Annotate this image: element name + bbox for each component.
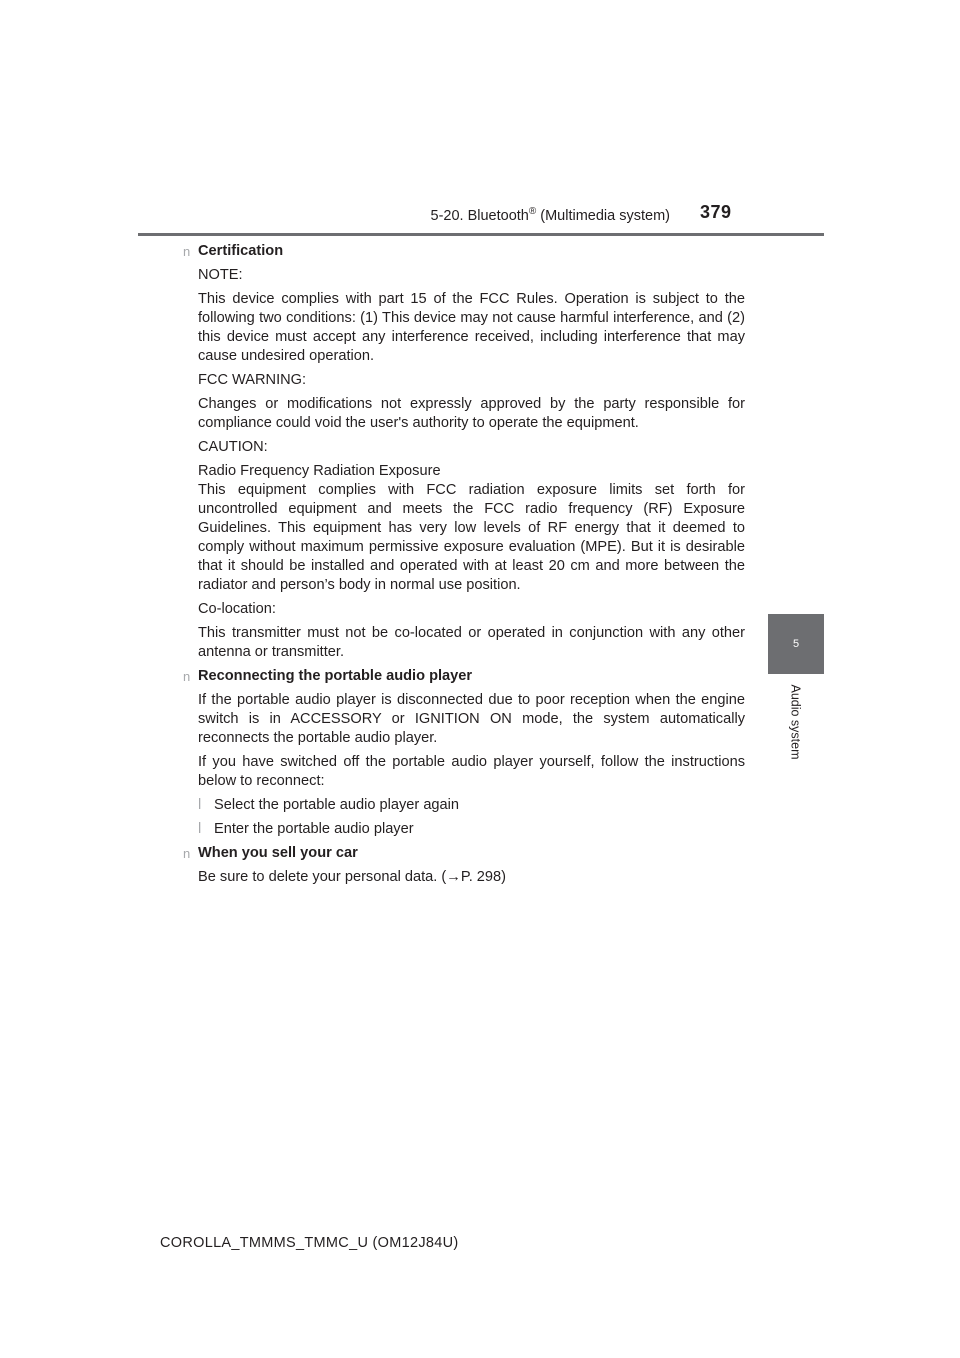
section-title xyxy=(400,206,670,224)
fcc-warning-text: Changes or modifications not expressly approved by the party responsible for compliance could void the user's authority to operate the equipment. xyxy=(198,396,745,431)
colocation-text: This transmitter must not be co-located or operated in conjunction with any other antenna or transmitter. xyxy=(198,625,745,660)
bullet-icon: l xyxy=(198,797,202,813)
list-item-text: Select the portable audio player again xyxy=(214,797,460,813)
chapter-label xyxy=(788,672,804,772)
square-bullet-icon: n xyxy=(183,669,191,684)
selling-text xyxy=(198,868,745,887)
section-reconnecting xyxy=(183,667,745,839)
caution-title: Radio Frequency Radiation Exposure xyxy=(198,463,441,479)
chapter-label-text: Audio system xyxy=(789,684,803,760)
header-rule xyxy=(138,233,824,236)
reconnect-instructions: If you have switched off the portable audio player yourself, follow the instructions below to reconnect: xyxy=(198,754,745,789)
section-heading xyxy=(183,844,745,863)
bullet-icon: l xyxy=(198,821,202,837)
section-heading xyxy=(183,667,745,686)
section-heading-text: Certification xyxy=(198,243,284,259)
caution-text: This equipment complies with FCC radiation exposure limits set forth for uncontrolled equipment and meets the FCC radio frequency (RF) Exposure Guidelines. This equipment has very low levels of RF energy that it deemed to comply without maximum permissive exposure evaluation (MPE). But it is desirable that it should be installed and operated with at least 20 cm and more between the radiator and person’s body in normal use position. xyxy=(198,482,745,593)
colocation-label: Co-location: xyxy=(198,601,276,617)
section-heading-text: When you sell your car xyxy=(198,845,358,861)
chapter-tab: 5 xyxy=(768,614,824,674)
section-heading xyxy=(183,242,745,261)
arrow-icon: → xyxy=(446,869,461,885)
section-selling xyxy=(183,844,745,887)
section-heading-text: Reconnecting the portable audio player xyxy=(198,668,473,684)
section-certification xyxy=(183,242,745,662)
page-number: 379 xyxy=(700,202,732,222)
list-item xyxy=(198,820,745,839)
fcc-warning-label: FCC WARNING: xyxy=(198,372,307,388)
selling-text-body: Be sure to delete your personal data. ( xyxy=(198,869,447,885)
square-bullet-icon: n xyxy=(183,846,191,861)
list-item-text: Enter the portable audio player xyxy=(214,821,414,837)
list-item xyxy=(198,796,745,815)
page-content xyxy=(183,242,745,892)
document-id: COROLLA_TMMMS_TMMC_U (OM12J84U) xyxy=(160,1235,459,1251)
note-text: This device complies with part 15 of the FCC Rules. Operation is subject to the following two conditions: (1) This device may not cause harmful interference, and (2) this device must accept any interference received, including interference that may cause undesired operation. xyxy=(198,291,745,364)
reconnect-text: If the portable audio player is disconnected due to poor reception when the engine switch is in ACCESSORY or IGNITION ON mode, the system automatically reconnects the portable audio player. xyxy=(198,692,745,746)
note-label: NOTE: xyxy=(198,267,243,283)
page-reference-link[interactable]: P. 298 xyxy=(460,869,502,885)
section-title-suffix: (Multimedia system) xyxy=(536,207,670,224)
selling-text-close: ) xyxy=(501,869,507,885)
registered-mark: ® xyxy=(528,206,537,217)
caution-label: CAUTION: xyxy=(198,439,268,455)
square-bullet-icon: n xyxy=(183,244,191,259)
section-title-prefix: 5-20. Bluetooth xyxy=(430,207,529,224)
